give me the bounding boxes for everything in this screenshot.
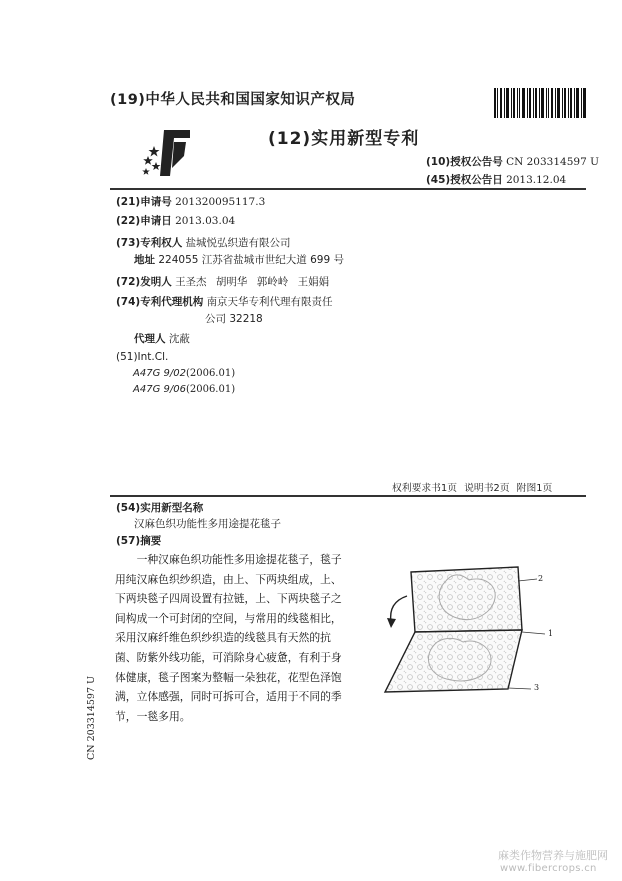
address-label: 地址 — [134, 254, 155, 266]
application-number — [116, 194, 265, 209]
patentee-value: 盐城悦弘织造有限公司 — [185, 237, 291, 249]
document-type-title: (12)实用新型专利 — [268, 129, 420, 149]
filing-date-value: 2013.03.04 — [175, 215, 236, 227]
filing-date — [116, 213, 235, 228]
patent-agency-value-line1: 南京天华专利代理有限责任 — [206, 296, 333, 308]
inventors-value: 王圣杰 胡明华 郭岭岭 王娟娟 — [175, 276, 330, 288]
utility-model-title: 汉麻色织功能性多用途提花毯子 — [134, 518, 281, 530]
application-number-value: 201320095117.3 — [175, 196, 266, 208]
utility-model-title-label: (54)实用新型名称 — [116, 502, 204, 514]
publication-date-label: (45)授权公告日 — [426, 174, 503, 186]
agent-value: 沈蔽 — [168, 333, 190, 345]
fold-arrow-icon — [391, 596, 407, 622]
publication-date — [426, 172, 566, 187]
ipc-class-1 — [133, 368, 235, 379]
abstract-divider — [110, 495, 586, 497]
figure-label-2: 2 — [538, 574, 544, 583]
abstract-text — [115, 550, 347, 726]
publication-number — [426, 154, 599, 169]
patent-agency-value-line2: 公司 32218 — [205, 313, 263, 325]
side-publication-code: CN 203314597 U — [86, 675, 97, 760]
ipc-class-2-version: (2006.01) — [185, 384, 236, 395]
page-counts: 权利要求书1页 说明书2页 附图1页 — [392, 483, 553, 494]
watermark-site-name: 麻类作物营养与施肥网 — [498, 849, 608, 862]
ipc-class-2 — [133, 384, 235, 395]
barcode — [494, 88, 586, 118]
agent — [134, 331, 190, 346]
publication-number-value: CN 203314597 U — [506, 156, 599, 168]
patentee-label: (73)专利权人 — [116, 237, 183, 249]
inventors — [116, 274, 329, 289]
address-value: 224055 江苏省盐城市世纪大道 699 号 — [158, 254, 344, 266]
ipc-class-1-code: A47G 9/02 — [133, 368, 186, 379]
lower-blanket-panel — [385, 630, 522, 692]
filing-date-label: (22)申请日 — [116, 215, 172, 227]
issuing-office: (19)中华人民共和国国家知识产权局 — [110, 92, 356, 108]
inventors-label: (72)发明人 — [116, 276, 172, 288]
watermark-url: www.fibercrops.cn — [500, 863, 597, 874]
ipc-class-2-code: A47G 9/06 — [133, 384, 186, 395]
figure-label-3: 3 — [534, 683, 540, 692]
blanket-figure — [375, 552, 555, 712]
publication-number-label: (10)授权公告号 — [426, 156, 503, 168]
agent-label: 代理人 — [134, 333, 166, 345]
address — [134, 252, 344, 267]
patent-agency-label: (74)专利代理机构 — [116, 296, 204, 308]
figure-label-1: 1 — [548, 629, 554, 638]
abstract-label: (57)摘要 — [116, 535, 162, 547]
application-number-label: (21)申请号 — [116, 196, 172, 208]
publication-date-value: 2013.12.04 — [506, 174, 567, 186]
patent-agency — [116, 294, 333, 309]
ipc-class-1-version: (2006.01) — [185, 368, 236, 379]
abstract-body: 一种汉麻色织功能性多用途提花毯子，毯子用纯汉麻色织纱织造，由上、下两块组成，上、下两块毯子四周设置有拉链，上、下两块毯子之间构成一个可封闭的空间，与常用的线毯相比，采用汉麻纤维色织纱织造的线毯具有天然的抗菌、防紫外线功能，可消除身心疲惫，有利于身体健康，毯子图案为整幅一朵独花，花型色泽饱满，立体感强，同时可拆可合，适用于不同的季节，一毯多用。 — [115, 553, 342, 723]
sipo-logo-icon — [140, 128, 192, 178]
header-divider — [110, 188, 586, 190]
upper-blanket-panel — [411, 567, 522, 632]
int-cl-label: (51)Int.Cl. — [116, 351, 169, 363]
patentee — [116, 235, 291, 250]
